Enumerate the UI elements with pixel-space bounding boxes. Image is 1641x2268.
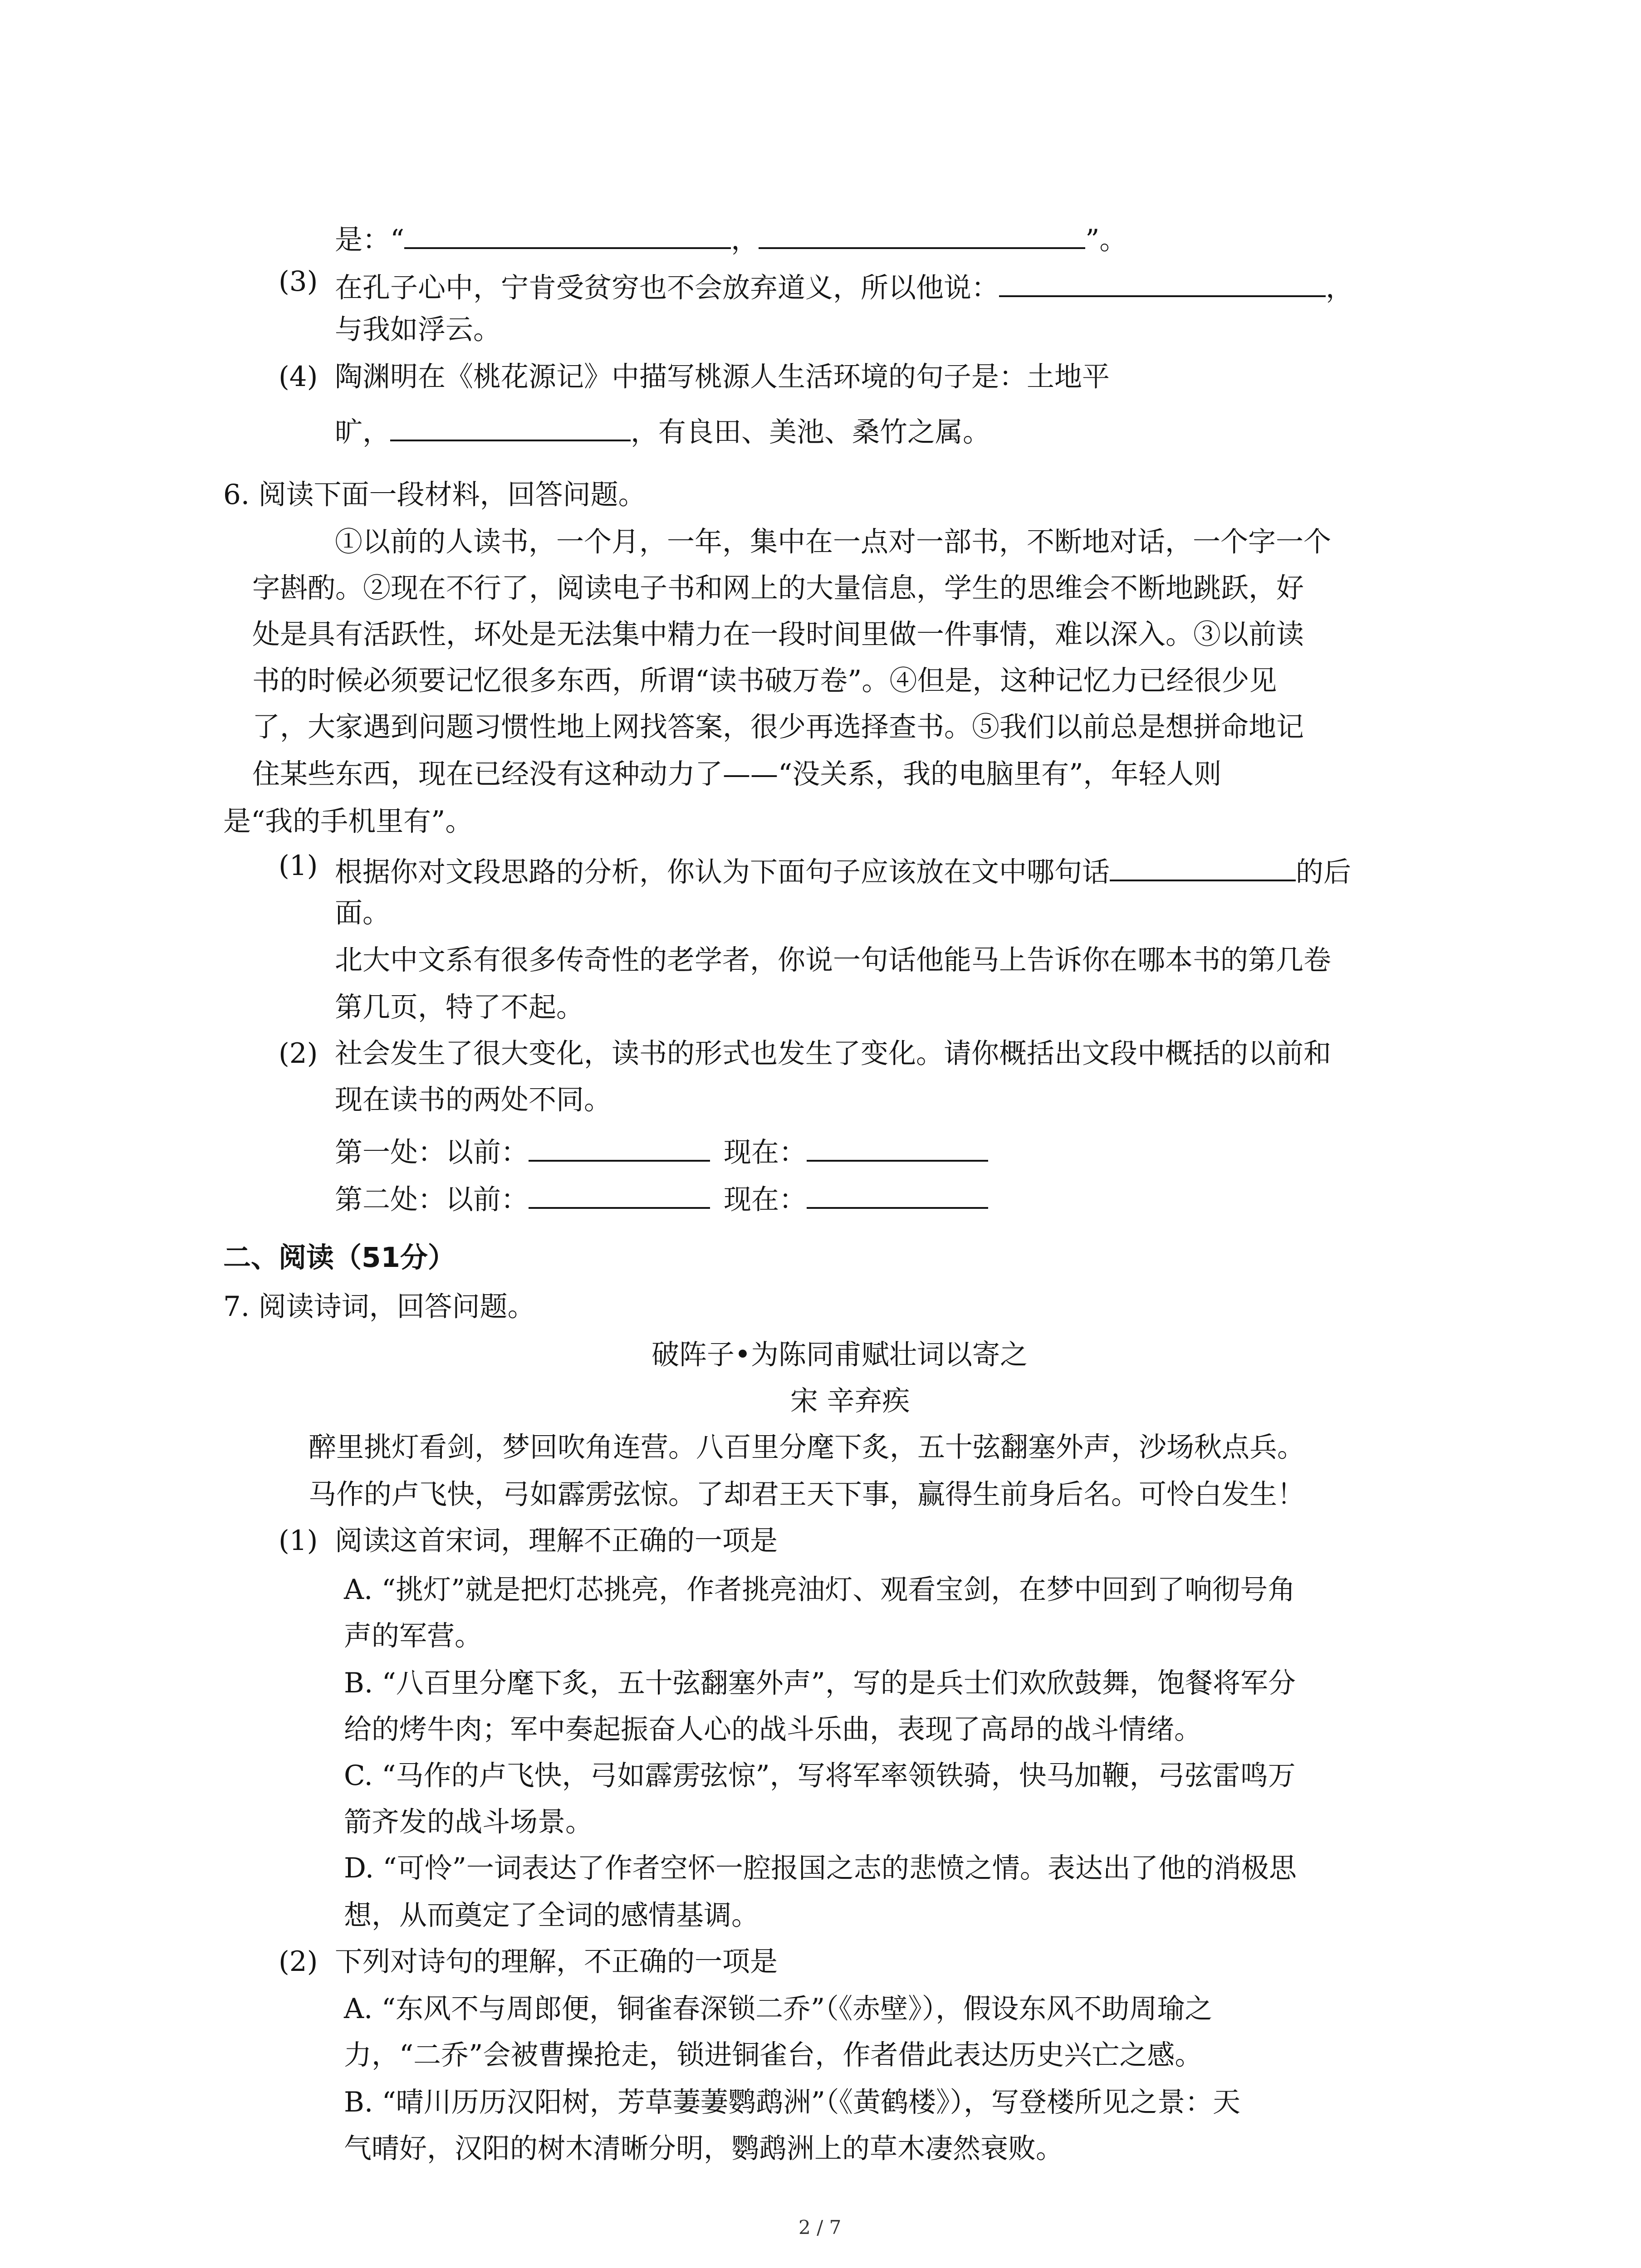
q7-s1: 阅读这首宋词，理解不正确的一项是: [335, 1525, 778, 1557]
section-title: 二、阅读（51分）: [223, 1242, 456, 1274]
q6-s2-line2: 现在读书的两处不同。: [335, 1084, 612, 1116]
text: 现在：: [724, 1136, 807, 1168]
text: 旷，: [335, 416, 391, 448]
q6-para-line: 书的时候必须要记忆很多东西，所谓“读书破万卷”。④但是，这种记忆力已经很少见: [252, 665, 1277, 697]
q5-p3-number: (3): [279, 265, 318, 298]
text: 的后: [1296, 856, 1352, 888]
option-line: 气晴好，汉阳的树木清晰分明，鹦鹉洲上的草木凄然衰败。: [344, 2132, 1064, 2165]
q5-p2-tail: [335, 220, 1127, 254]
option-line: B. “八百里分麾下炙，五十弦翻塞外声”，写的是兵士们欢欣鼓舞，饱餐将军分: [344, 1667, 1296, 1699]
option-line: 力，“二乔”会被曹操抢走，锁进铜雀台，作者借此表达历史兴亡之感。: [344, 2039, 1203, 2071]
q5-p3-line2: 与我如浮云。: [335, 313, 501, 346]
option-line: A. “东风不与周郎便，铜雀春深锁二乔”（《赤壁》），假设东风不助周瑜之: [344, 1993, 1213, 2025]
option-line: B. “晴川历历汉阳树，芳草萋萋鹦鹉洲”（《黄鹤楼》），写登楼所见之景：天: [344, 2086, 1240, 2118]
q7-heading: 7. 阅读诗词，回答问题。: [223, 1290, 535, 1323]
q5-p3: [335, 268, 1353, 302]
q6-s1-number: (1): [279, 850, 318, 882]
option-line: 声的军营。: [344, 1620, 483, 1652]
poem-author: 宋 辛弃疾: [790, 1385, 910, 1417]
option-line: 想，从而奠定了全词的感情基调。: [344, 1899, 759, 1931]
q6-s1-quote-line: 北大中文系有很多传奇性的老学者，你说一句话他能马上告诉你在哪本书的第几卷: [335, 944, 1332, 976]
answer-blank[interactable]: [807, 1132, 988, 1162]
q6-s1-quote-line: 第几页，特了不起。: [335, 991, 584, 1023]
answer-blank[interactable]: [999, 268, 1326, 297]
text: ，: [731, 224, 759, 256]
option-line: A. “挑灯”就是把灯芯挑亮，作者挑亮油灯、观看宝剑，在梦中回到了响彻号角: [344, 1574, 1296, 1606]
text: ”。: [1085, 224, 1127, 256]
option-line: 给的烤牛肉；军中奏起振奋人心的战斗乐曲，表现了高昂的战斗情绪。: [344, 1713, 1202, 1745]
answer-blank[interactable]: [807, 1179, 988, 1209]
poem-title: 破阵子•为陈同甫赋壮词以寄之: [652, 1339, 1028, 1371]
q5-p4-line2: [335, 412, 990, 446]
text: 第一处：以前：: [335, 1136, 529, 1168]
q6-row1: [335, 1132, 988, 1166]
q6-para-line: ①以前的人读书，一个月，一年，集中在一点对一部书，不断地对话，一个字一个: [335, 526, 1332, 558]
q7-s2: 下列对诗句的理解，不正确的一项是: [335, 1945, 778, 1978]
option-line: 箭齐发的战斗场景。: [344, 1806, 593, 1838]
text: 根据你对文段思路的分析，你认为下面句子应该放在文中哪句话: [335, 856, 1110, 888]
q6-heading: 6. 阅读下面一段材料，回答问题。: [223, 479, 646, 511]
page-number: 2 / 7: [798, 2216, 842, 2239]
option-line: C. “马作的卢飞快，弓如霹雳弦惊”，写将军率领铁骑，快马加鞭，弓弦雷鸣万: [344, 1760, 1296, 1792]
q6-s1: [335, 852, 1351, 886]
q6-para-line: 是“我的手机里有”。: [223, 805, 473, 837]
answer-blank[interactable]: [1110, 852, 1296, 881]
answer-blank[interactable]: [529, 1132, 710, 1162]
text: ，有良田、美池、桑竹之属。: [631, 416, 991, 448]
text: 是：“: [335, 224, 405, 256]
q7-s1-number: (1): [279, 1525, 318, 1557]
answer-blank[interactable]: [404, 220, 731, 249]
q6-para-line: 处是具有活跃性，坏处是无法集中精力在一段时间里做一件事情，难以深入。③以前读: [252, 618, 1304, 650]
q6-s1-line2: 面。: [335, 897, 391, 929]
poem-line: 马作的卢飞快，弓如霹雳弦惊。了却君王天下事，赢得生前身后名。可怜白发生！: [309, 1478, 1305, 1510]
q5-p4: 陶渊明在《桃花源记》中描写桃源人生活环境的句子是：土地平: [335, 361, 1110, 393]
text: 现在：: [724, 1183, 807, 1216]
q5-p4-number: (4): [279, 361, 318, 393]
q6-row2: [335, 1179, 988, 1216]
answer-blank[interactable]: [529, 1179, 710, 1209]
poem-line: 醉里挑灯看剑，梦回吹角连营。八百里分麾下炙，五十弦翻塞外声，沙场秋点兵。: [309, 1431, 1305, 1463]
text: 第二处：以前：: [335, 1183, 529, 1216]
q6-para-line: 住某些东西，现在已经没有这种动力了——“没关系，我的电脑里有”，年轻人则: [252, 758, 1222, 790]
q6-s2: 社会发生了很大变化，读书的形式也发生了变化。请你概括出文段中概括的以前和: [335, 1037, 1332, 1070]
q6-para-line: 了，大家遇到问题习惯性地上网找答案，很少再选择查书。⑤我们以前总是想拼命地记: [252, 711, 1304, 743]
option-line: D. “可怜”一词表达了作者空怀一腔报国之志的悲愤之情。表达出了他的消极思: [344, 1852, 1297, 1884]
answer-blank[interactable]: [759, 220, 1085, 249]
text: 在孔子心中，宁肯受贫穷也不会放弃道义，所以他说：: [335, 272, 999, 304]
answer-blank[interactable]: [390, 412, 631, 441]
q6-para-line: 字斟酌。②现在不行了，阅读电子书和网上的大量信息，学生的思维会不断地跳跃，好: [252, 572, 1304, 604]
q7-s2-number: (2): [279, 1945, 318, 1978]
q6-s2-number: (2): [279, 1037, 318, 1070]
text: ，: [1326, 272, 1354, 304]
